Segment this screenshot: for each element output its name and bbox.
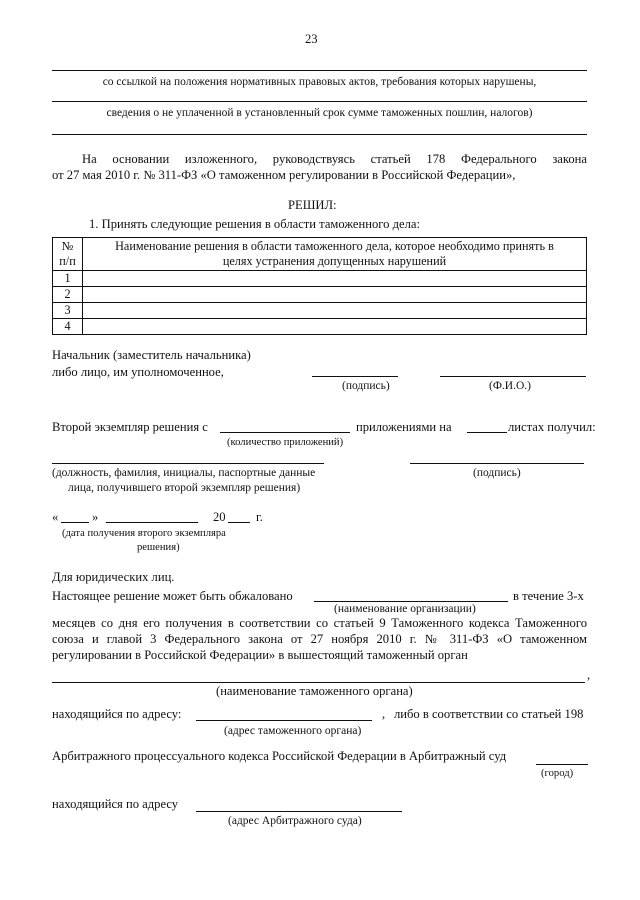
row-decision-cell[interactable] [83,319,587,335]
date-year-field[interactable] [228,522,250,523]
org-name-caption: (наименование организации) [334,603,476,615]
attachments-count-caption: (количество приложений) [227,437,344,448]
basis-line-2: от 27 мая 2010 г. № 311-ФЗ «О таможенном регулировании в Российской Федерации», [52,168,516,182]
recipient-field[interactable] [52,463,324,464]
arbitration-line: Арбитражного процессуального кодекса Российской Федерации в Арбитражный суд [52,749,507,763]
appeal-para-line-1: месяцев со дня его получения в соответствии со статьей 9 Таможенного кодекса Таможенного [52,616,587,630]
city-caption: (город) [541,768,574,779]
page-number: 23 [305,32,318,46]
sheets-count-field[interactable] [467,432,507,433]
blank-line [52,101,587,102]
located-at-2: находящийся по адресу [52,797,179,811]
customs-address-caption: (адрес таможенного органа) [224,725,362,737]
row-decision-cell[interactable] [83,287,587,303]
row-number: 2 [53,287,83,303]
second-copy-start: Второй экземпляр решения с [52,420,208,434]
recipient-signature-caption: (подпись) [473,467,521,479]
chief-line-1: Начальник (заместитель начальника) [52,348,251,362]
date-close-quote: » [92,510,99,524]
basis-line-1: На основании изложенного, руководствуясь статьей 178 Федерального закона [82,152,587,166]
table-row [53,271,587,287]
column-number-header-line-2: п/п [59,254,76,268]
appeal-para-line-2: союза и главой 3 Федерального закона от 27 ноября 2010 г. № 311-ФЗ «О таможенном [52,632,587,646]
court-address-caption: (адрес Арбитражного суда) [228,815,362,827]
table-header-row [53,238,587,271]
attachments-count-field[interactable] [220,432,350,433]
date-caption-line-2: решения) [137,542,180,553]
date-caption-line-1: (дата получения второго экземпляра [62,528,226,539]
table-row [53,287,587,303]
legal-entities: Для юридических лиц. [52,570,175,584]
column-number-header [53,238,83,271]
appeal-start: Настоящее решение может быть обжаловано [52,589,293,603]
customs-address-field[interactable] [196,720,372,721]
row-number: 4 [53,319,83,335]
violated-acts-caption: со ссылкой на положения нормативных правовых актов, требования которых нарушены, [102,76,537,88]
comma: , [587,668,591,682]
decisions-table [52,237,587,335]
fio-caption: (Ф.И.О.) [489,380,531,392]
row-number: 1 [53,271,83,287]
item-1: 1. Принять следующие решения в области таможенного дела: [89,217,420,231]
date-month-field[interactable] [106,522,198,523]
recipient-caption-line-1: (должность, фамилия, инициалы, паспортные данные [52,467,316,479]
decided-heading: РЕШИЛ: [288,198,337,212]
date-year-prefix: 20 [213,510,226,524]
table-row [53,319,587,335]
signature-caption: (подпись) [342,380,390,392]
row-decision-cell[interactable] [83,303,587,319]
or-per-article: либо в соответствии со статьей 198 [394,707,584,721]
second-copy-end: листах получил: [508,420,596,434]
appeal-para-line-3: регулировании в Российской Федерации» в вышестоящий таможенный орган [52,648,468,662]
chief-signature-field[interactable] [312,376,398,377]
column-number-header-line-1: № [61,239,74,253]
comma-2: , [382,707,386,721]
blank-line [52,134,587,135]
date-year-suffix: г. [256,510,263,524]
column-name-header-line-1: Наименование решения в области таможенного дела, которое необходимо принять в [115,239,554,253]
row-decision-cell[interactable] [83,271,587,287]
chief-fio-field[interactable] [440,376,586,377]
recipient-caption-line-2: лица, получившего второй экземпляр решения) [68,482,301,494]
unpaid-info-caption: сведения о не уплаченной в установленный срок сумме таможенных пошлин, налогов) [106,107,533,119]
column-name-header-line-2: целях устранения допущенных нарушений [222,254,447,268]
appeal-term: в течение 3-х [513,589,584,603]
located-at: находящийся по адресу: [52,707,182,721]
recipient-signature-field[interactable] [410,463,584,464]
second-copy-middle: приложениями на [356,420,452,434]
blank-line [52,70,587,71]
customs-name-field[interactable] [52,682,585,683]
column-name-header [83,238,587,271]
date-day-field[interactable] [61,522,89,523]
row-number: 3 [53,303,83,319]
table-row [53,303,587,319]
city-field[interactable] [536,764,588,765]
chief-line-2: либо лицо, им уполномоченное, [52,365,224,379]
date-open-quote: « [52,510,59,524]
customs-name-caption: (наименование таможенного органа) [216,684,413,698]
court-address-field[interactable] [196,811,402,812]
